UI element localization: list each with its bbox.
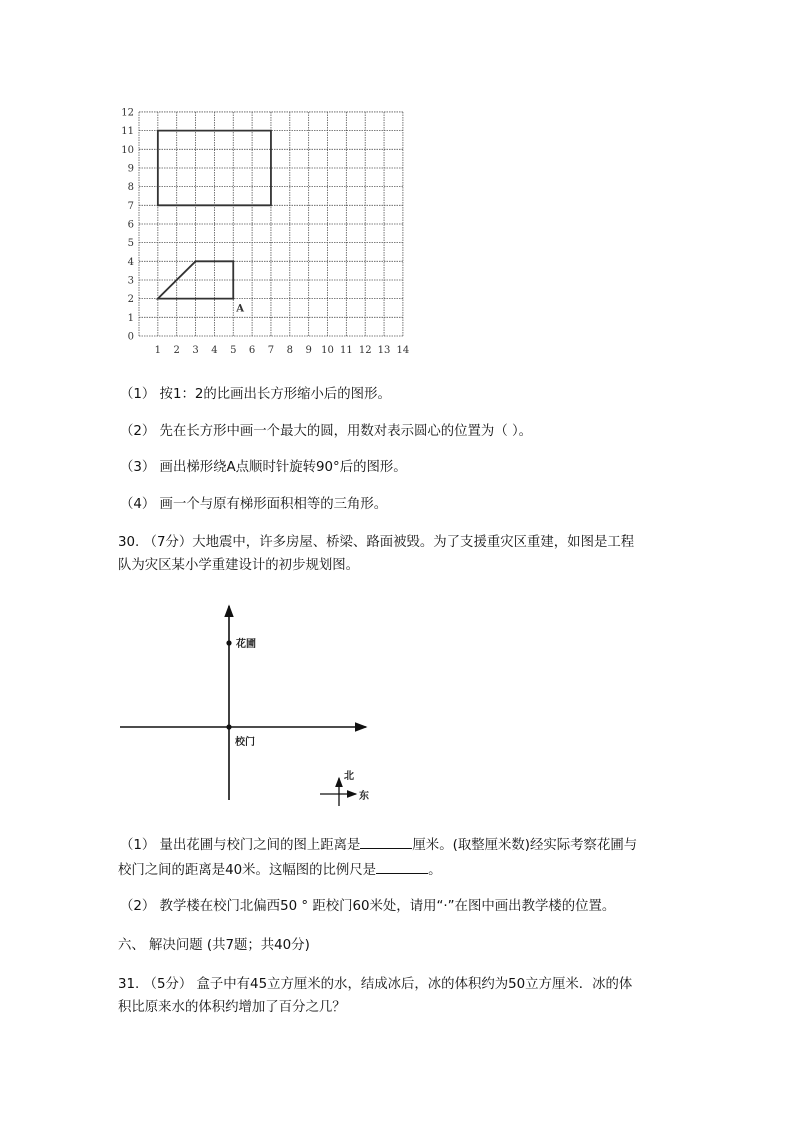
q30-sub1-text-c: 校门之间的距离是40米。这幅图的比例尺是: [118, 863, 377, 878]
gate-label: 校门: [235, 737, 255, 748]
q29-item-3: （3） 画出梯形绕A点顺时针旋转90°后的图形。: [120, 460, 407, 475]
answer-blank-distance[interactable]: [360, 836, 412, 849]
gate-point: [226, 724, 231, 729]
east-label: 东: [359, 791, 369, 802]
y-tick-label: 12: [121, 107, 134, 119]
y-tick-label: 6: [127, 219, 134, 231]
y-tick-label: 4: [127, 256, 134, 268]
q29-item-2: （2） 先在长方形中画一个最大的圆，用数对表示圆心的位置为（ ）。: [120, 424, 533, 439]
garden-label: 花圃: [236, 639, 256, 650]
x-tick-label: 11: [339, 345, 353, 356]
q30-text-line1: 30. （7分）大地震中，许多房屋、桥梁、路面被毁。为了支援重灾区重建，如图是工程: [118, 535, 635, 550]
q30-text-line2: 队为灾区某小学重建设计的初步规划图。: [118, 558, 360, 573]
y-tick-label: 10: [121, 144, 134, 156]
x-tick-label: 12: [358, 345, 372, 356]
y-tick-label: 1: [127, 312, 134, 324]
x-tick-label: 6: [248, 345, 256, 356]
y-tick-label: 3: [127, 275, 134, 287]
q30-sub1-text-d: 。: [428, 863, 442, 878]
q30-sub1-text-b: 厘米。(取整厘米数)经实际考察花圃与: [412, 838, 638, 853]
point-a-label: A: [236, 303, 245, 315]
q30-sub2: （2） 教学楼在校门北偏西50 ° 距校门60米处，请用“·”在图中画出教学楼的位置。: [120, 899, 616, 914]
y-tick-label: 0: [127, 331, 134, 343]
x-tick-label: 10: [321, 345, 334, 356]
q29-item-1: （1） 按1：2的比画出长方形缩小后的图形。: [120, 387, 391, 402]
q31-text-line1: 31. （5分） 盒子中有45立方厘米的水，结成冰后，冰的体积约为50立方厘米．冰的体: [118, 977, 633, 992]
q30-sub1-line2: [118, 861, 441, 880]
x-tick-label: 5: [230, 345, 237, 356]
q31-text-line2: 积比原来水的体积约增加了百分之几？: [118, 1000, 346, 1015]
x-tick-label: 9: [305, 345, 312, 356]
y-tick-label: 11: [121, 126, 134, 138]
q30-sub1-text-a: （1） 量出花圃与校门之间的图上距离是: [120, 838, 361, 853]
y-tick-label: 2: [127, 294, 134, 306]
y-tick-label: 9: [127, 163, 134, 175]
x-tick-label: 4: [211, 345, 218, 356]
compass-icon: [320, 778, 356, 806]
x-tick-label: 7: [267, 345, 275, 356]
x-tick-label: 14: [396, 345, 410, 356]
answer-blank-scale[interactable]: [376, 861, 428, 874]
x-tick-label: 1: [154, 345, 162, 356]
x-tick-label: 2: [173, 345, 180, 356]
y-tick-label: 5: [127, 238, 134, 250]
x-tick-label: 13: [377, 345, 391, 356]
section-6-heading: 六、 解决问题 (共7题；共40分): [118, 938, 310, 953]
y-tick-label: 8: [127, 182, 134, 194]
y-tick-label: 7: [127, 200, 134, 212]
north-label: 北: [344, 771, 354, 782]
coordinate-grid-figure: [0, 0, 794, 370]
q30-sub1-line1: [120, 836, 637, 855]
garden-point: [226, 640, 231, 645]
x-tick-label: 8: [286, 345, 293, 356]
x-tick-label: 3: [192, 345, 199, 356]
q29-item-4: （4） 画一个与原有梯形面积相等的三角形。: [120, 497, 388, 512]
